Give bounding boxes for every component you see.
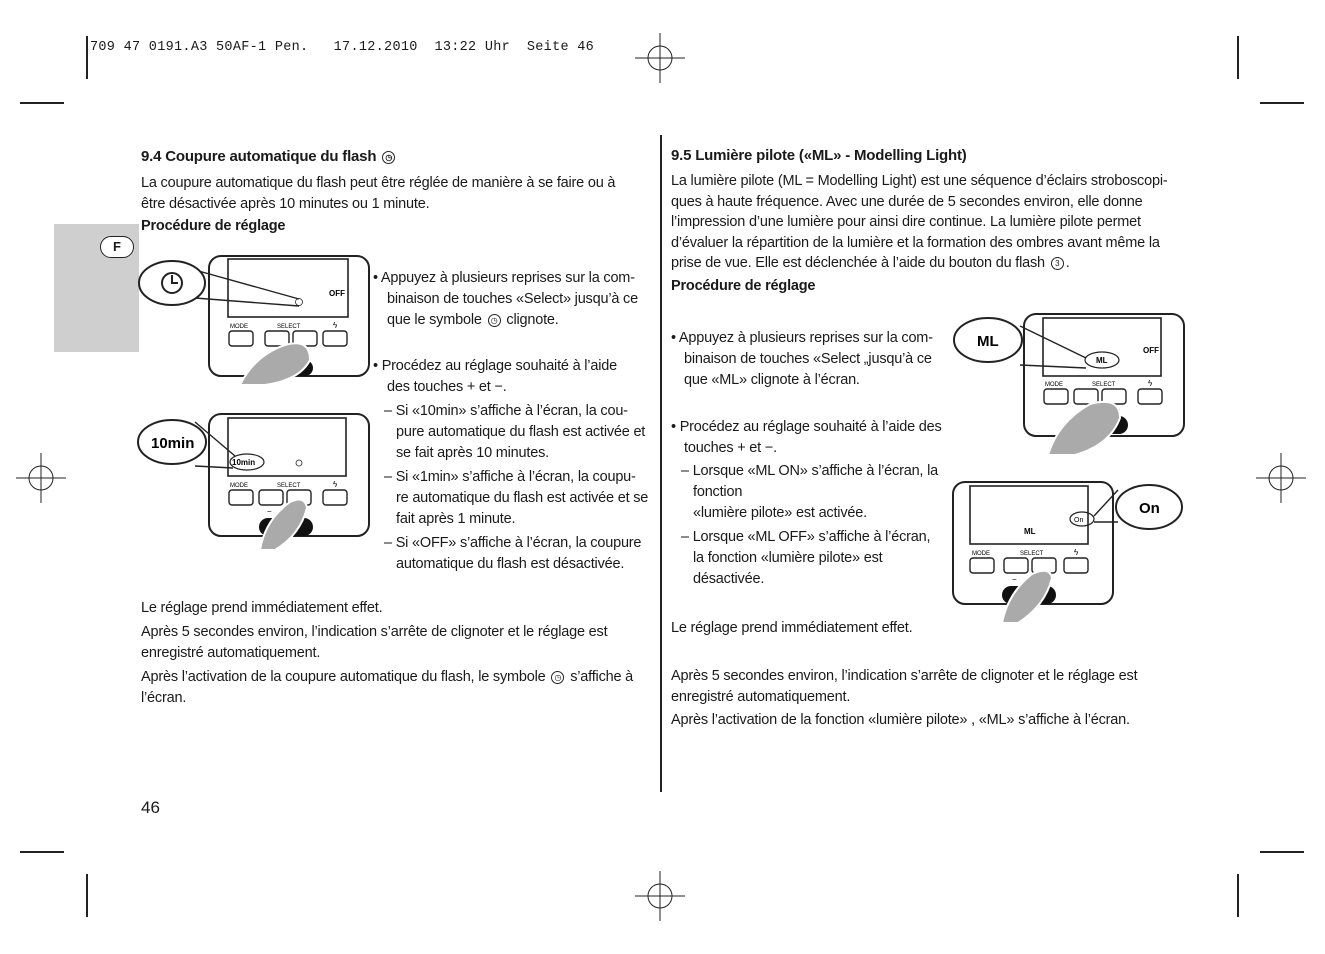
crop-mark <box>1237 874 1239 917</box>
screen-ml-text: ML <box>1096 356 1108 365</box>
activation-text: Après l’activation de la fonction «lumière pilote» , «ML» s’affiche à l’écran. <box>671 712 1130 728</box>
procedure-label: Procédure de réglage <box>141 218 286 234</box>
print-header: 709 47 0191.A3 50AF-1 Pen. 17.12.2010 13:22 Uhr Seite 46 <box>90 40 595 55</box>
bullet-item: • Procédez au réglage souhaité à l’aide des touches + et −. <box>671 419 942 456</box>
after-text: Après 5 secondes environ, l’indication s’arrête de clignoter et le réglage est enregistré automatiquement. <box>141 624 608 661</box>
crop-mark <box>86 36 88 79</box>
crop-mark <box>1260 102 1304 104</box>
activation-text: Après l’activation de la coupure automatique du flash, le symbole ◷ s’affiche à l’écran. <box>141 669 634 706</box>
section-heading-9-5: 9.5 Lumière pilote («ML» - Modelling Light) <box>671 147 967 164</box>
effect-text: Le réglage prend immédiatement effet. <box>141 600 383 616</box>
crop-mark <box>1260 851 1304 853</box>
section-intro: La coupure automatique du flash peut être réglée de manière à se faire ou à être désactivée après 10 minutes ou 1 minute. <box>141 175 616 212</box>
auto-off-icon: ◷ <box>382 151 395 164</box>
screen-on-text: On <box>1074 517 1084 524</box>
section-intro: La lumière pilote (ML = Modelling Light) est une séquence d’éclairs stroboscopi- ques à haute fréquence. Avec une durée de 5 secondes environ, elle donne l’impression d’une lumière pour ainsi dire continue. La lumière pilote permet d’évaluer la répartition de la lumière et la formation des ombres avant même la prise de vue. Elle est déclenchée à l’aide du bouton du flash 3 . <box>671 173 1168 271</box>
select-label: SELECT <box>1020 551 1044 557</box>
select-label: SELECT <box>1092 382 1116 388</box>
page-number: 46 <box>141 798 160 817</box>
flash-bolt-icon: ϟ <box>1148 379 1153 388</box>
crop-mark <box>20 851 64 853</box>
registration-mark <box>16 453 66 503</box>
dash-item: – Lorsque «ML ON» s’affiche à l’écran, la fonction «lumière pilote» est activée. <box>681 463 938 521</box>
callout-on: On <box>1139 500 1160 517</box>
screen-10min-text: 10min <box>232 458 256 467</box>
auto-off-icon: ◷ <box>488 314 501 327</box>
screen-off-text: OFF <box>329 289 345 298</box>
flash-panel-diagram-off <box>135 250 375 385</box>
bullet-item: • Appuyez à plusieurs reprises sur la com- binaison de touches «Select» jusqu’à ce que le symbole ◷ clignote. <box>373 270 638 328</box>
bullet-item: • Appuyez à plusieurs reprises sur la com- binaison de touches «Select „jusqu’à ce que «ML» clignote à l’écran. <box>671 330 933 388</box>
mode-label: MODE <box>230 483 248 489</box>
crop-mark <box>1237 36 1239 79</box>
flash-panel-diagram-ml <box>950 310 1190 460</box>
flash-bolt-icon: ϟ <box>1074 548 1079 557</box>
section-heading-9-4: 9.4 Coupure automatique du flash ◷ <box>141 148 397 165</box>
mode-label: MODE <box>972 551 990 557</box>
column-divider <box>660 135 662 792</box>
circled-number-icon: 3 <box>1051 257 1064 270</box>
minus-label: − <box>267 507 272 516</box>
procedure-label: Procédure de réglage <box>671 278 816 294</box>
dash-item: – Lorsque «ML OFF» s’affiche à l’écran, la fonction «lumière pilote» est désactivée. <box>681 529 931 587</box>
registration-mark <box>635 871 685 921</box>
registration-mark <box>635 33 685 83</box>
crop-mark <box>20 102 64 104</box>
flash-bolt-icon: ϟ <box>333 480 338 489</box>
mode-label: MODE <box>230 324 248 330</box>
dash-item: – Si «10min» s’affiche à l’écran, la cou- pure automatique du flash est activée et se fait après 10 minutes. <box>384 403 646 461</box>
dash-item: – Si «1min» s’affiche à l’écran, la coupu- re automatique du flash est activée et se fait après 1 minute. <box>384 469 649 527</box>
dash-item: – Si «OFF» s’affiche à l’écran, la coupure automatique du flash est désactivée. <box>384 535 642 572</box>
select-label: SELECT <box>277 483 301 489</box>
crop-mark <box>86 874 88 917</box>
auto-off-icon: ◷ <box>551 671 564 684</box>
effect-text: Le réglage prend immédiatement effet. <box>671 620 913 636</box>
flash-panel-diagram-on <box>950 478 1190 628</box>
minus-label: − <box>1012 575 1017 584</box>
flash-panel-diagram-10min <box>135 410 375 550</box>
mode-label: MODE <box>1045 382 1063 388</box>
bullet-item: • Procédez au réglage souhaité à l’aide des touches + et −. <box>373 358 617 395</box>
select-label: SELECT <box>277 324 301 330</box>
screen-ml-text: ML <box>1024 527 1036 536</box>
flash-bolt-icon: ϟ <box>333 321 338 330</box>
language-tab-letter: F <box>100 236 134 258</box>
callout-ml: ML <box>977 333 999 350</box>
after-text: Après 5 secondes environ, l’indication s’arrête de clignoter et le réglage est enregistré automatiquement. <box>671 668 1138 705</box>
callout-10min: 10min <box>151 435 195 452</box>
registration-mark <box>1256 453 1306 503</box>
screen-off-text: OFF <box>1143 346 1159 355</box>
